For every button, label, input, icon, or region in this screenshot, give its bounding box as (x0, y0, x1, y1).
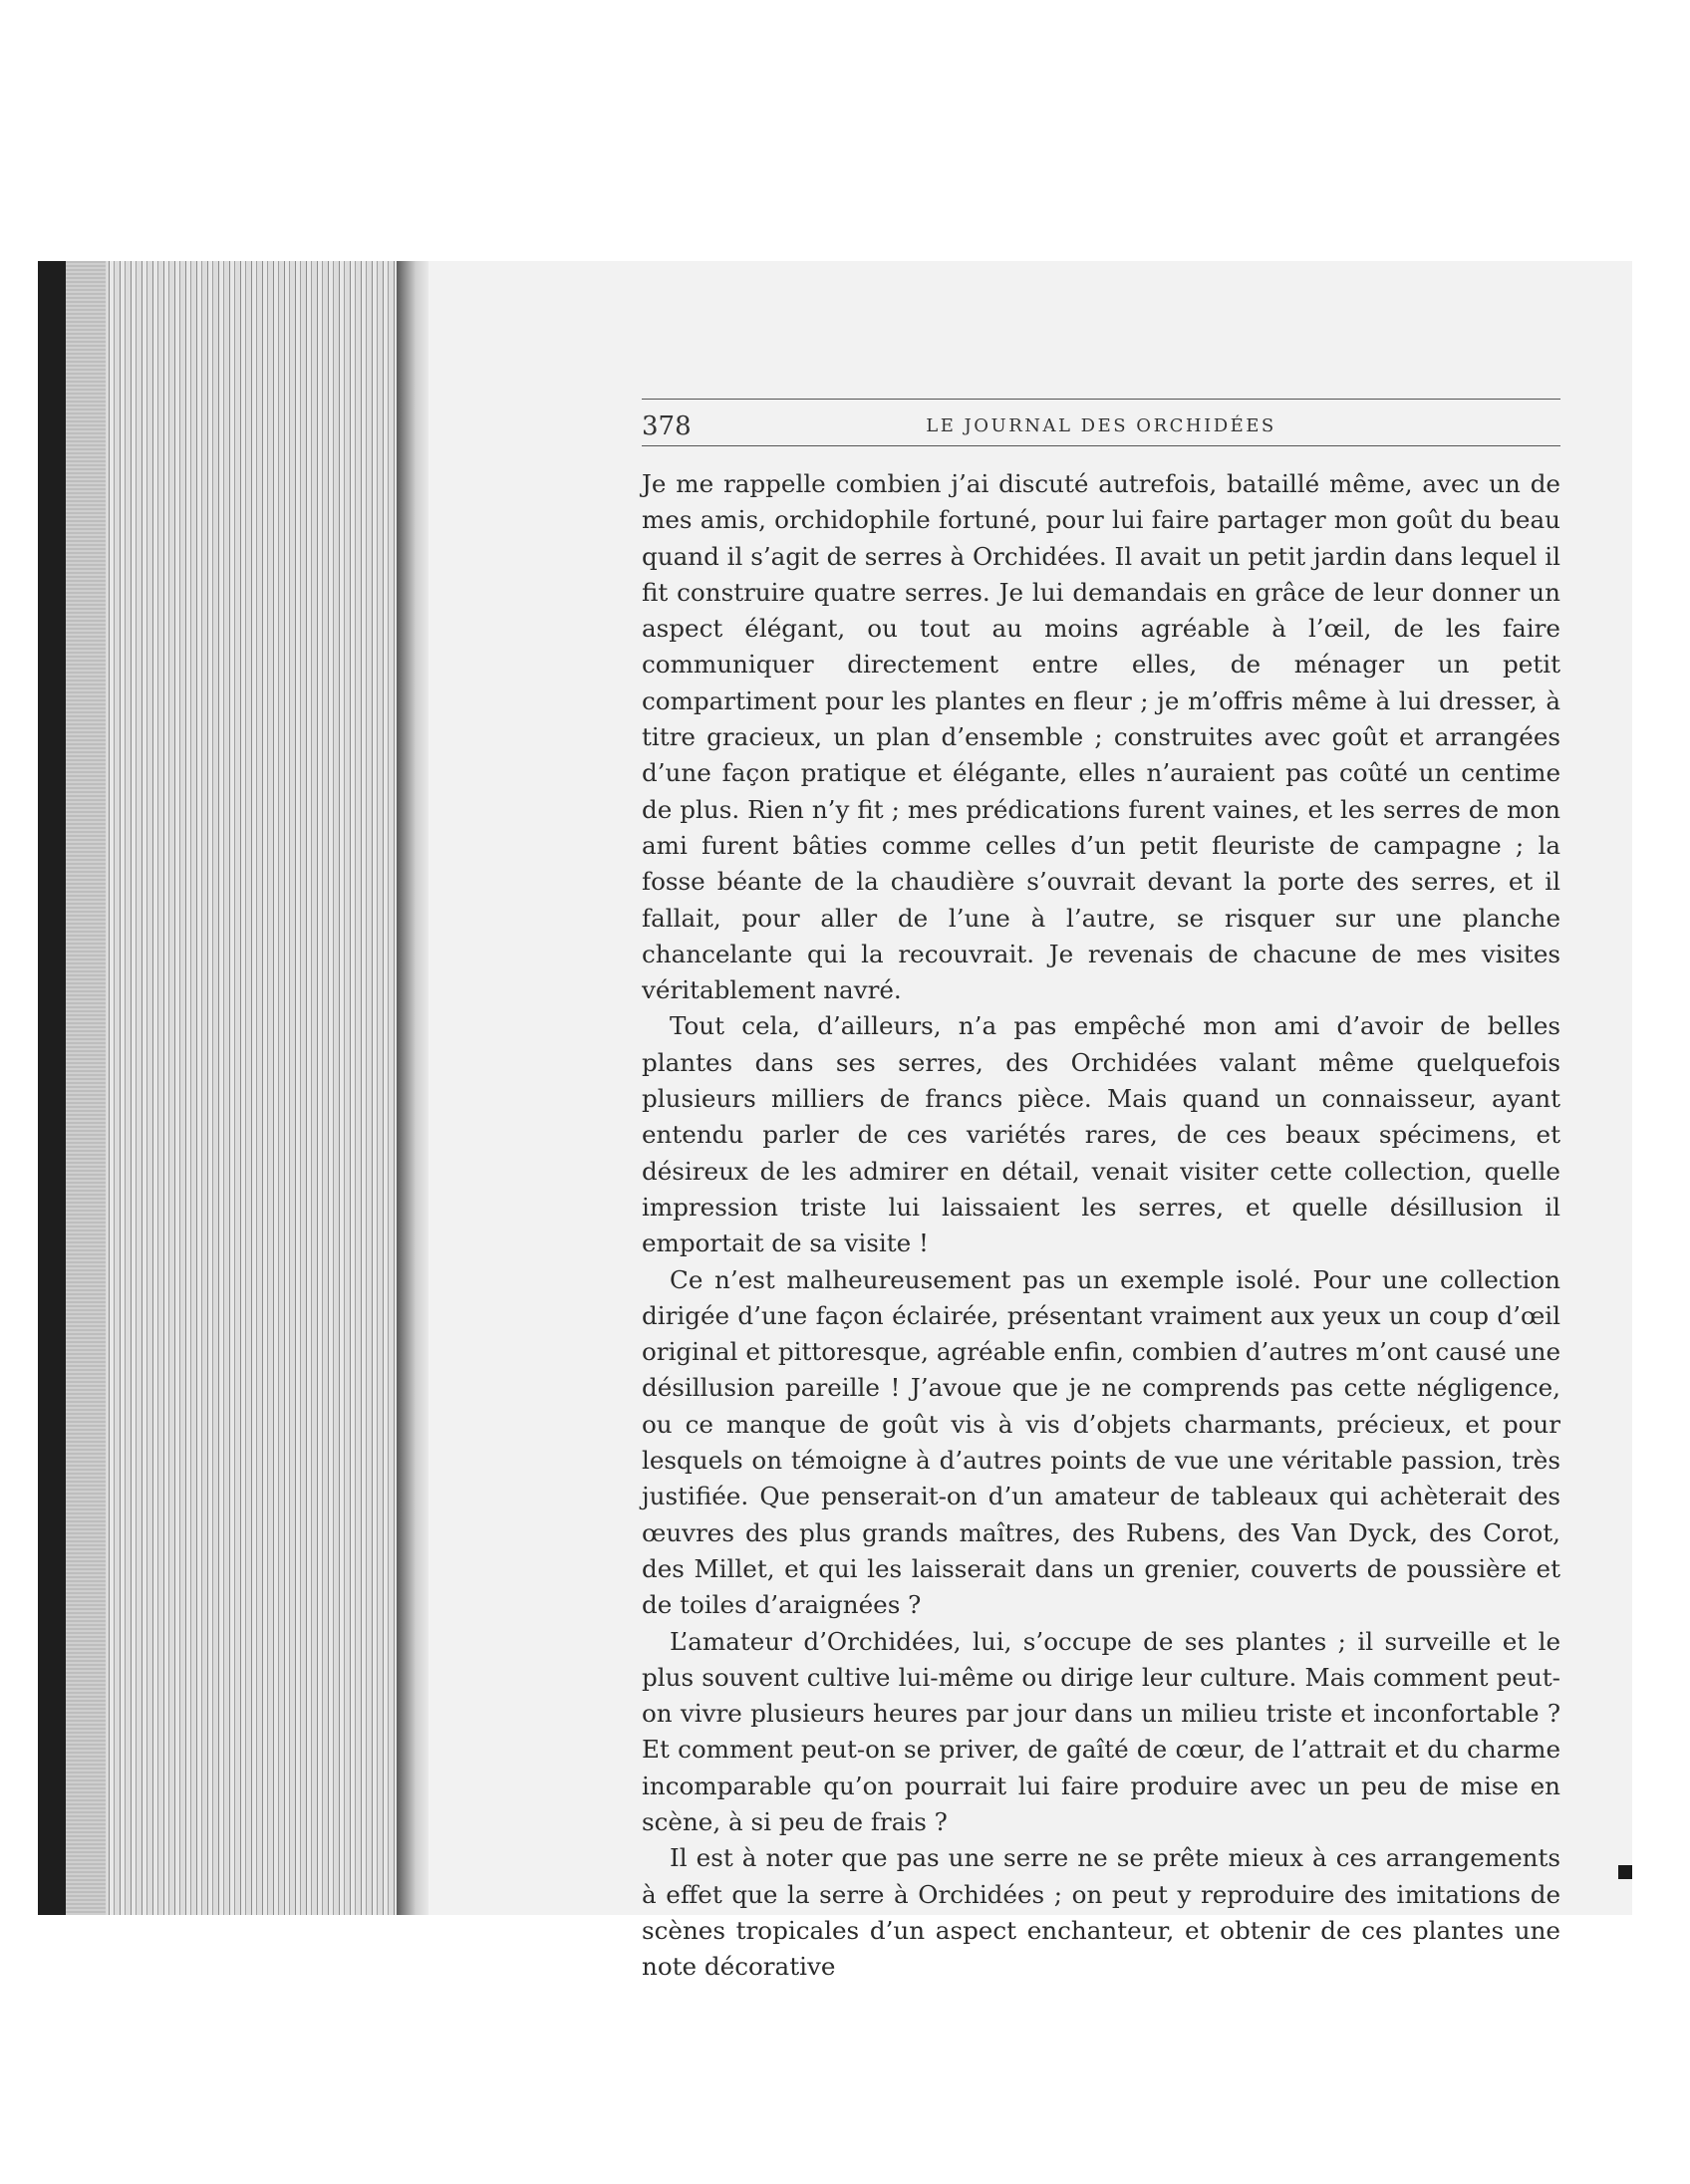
paragraph: Ce n’est malheureusement pas un exemple isolé. Pour une collection dirigée d’une façon éclairée, présentant vraiment aux yeux un coup d’œil original et pittoresque, agréable enfin, combien d’autres m’ont causé une désillusion pareille ! J’avoue que je ne comprends pas cette négligence, ou ce manque de goût vis à vis d’objets charmants, précieux, et pour lesquels on témoigne à d’autres points de vue une véritable passion, très justifiée. Que penserait-on d’un amateur de tableaux qui achèterait des œuvres des plus grands maîtres, des Rubens, des Van Dyck, des Corot, des Millet, et qui les laisserait dans un grenier, couverts de poussière et de toiles d’araignées ? (642, 1264, 1560, 1620)
body-text (642, 466, 1560, 1985)
paragraph: Tout cela, d’ailleurs, n’a pas empêché mon ami d’avoir de belles plantes dans ses serres, des Orchidées valant même quelquefois plusieurs milliers de francs pièce. Mais quand un connaisseur, ayant entendu parler de ces variétés rares, de ces beaux spécimens, et désireux de les admirer en détail, venait visiter cette collection, quelle impression triste lui laissaient les serres, et quelle désillusion il emportait de sa visite ! (642, 1011, 1560, 1258)
scanned-book-spread (38, 261, 1632, 1982)
book-gutter (397, 261, 428, 1915)
header-bottom-rule (642, 445, 1560, 446)
book-fore-edge (38, 261, 397, 1915)
book-page (428, 261, 1632, 1982)
paragraph: Je me rappelle combien j’ai discuté autrefois, bataillé même, avec un de mes amis, orchidophile fortuné, pour lui faire partager mon goût du beau quand il s’agit de serres à Orchidées. Il avait un petit jardin dans lequel il fit construire quatre serres. Je lui demandais en grâce de leur donner un aspect élégant, ou tout au moins agréable à l’œil, de les faire communiquer directement entre elles, de ménager un petit compartiment pour les plantes en fleur ; je m’offris même à lui dresser, à titre gracieux, un plan d’ensemble ; construites avec goût et arrangées d’une façon pratique et élégante, elles n’auraient pas coûté un centime de plus. Rien n’y fit ; mes prédications furent vaines, et les serres de mon ami furent bâties comme celles d’un petit fleuriste de campagne ; la fosse béante de la chaudière s’ouvrait devant la porte des serres, et il fallait, pour aller de l’une à l’autre, se risquer sur une planche chancelante qui la recouvrait. Je revenais de chacune de mes visites véritablement navré. (642, 469, 1560, 1005)
page-content (642, 399, 1560, 1985)
paragraph: L’amateur d’Orchidées, lui, s’occupe de ses plantes ; il surveille et le plus souvent cultive lui-même ou dirige leur culture. Mais comment peut-on vivre plusieurs heures par jour dans un milieu triste et inconfortable ? Et comment peut-on se priver, de gaîté de cœur, de l’attrait et du charme incomparable qu’on pourrait lui faire produire avec un peu de mise en scène, à si peu de frais ? (642, 1626, 1560, 1836)
page-header (642, 400, 1560, 445)
running-title: LE JOURNAL DES ORCHIDÉES (926, 415, 1276, 436)
scan-corner-mark (1618, 1865, 1632, 1879)
paragraph: Il est à noter que pas une serre ne se prête mieux à ces arrangements à effet que la serre à Orchidées ; on peut y reproduire des imitations de scènes tropicales d’un aspect enchanteur, et obtenir de ces plantes une note décorative (642, 1843, 1560, 1982)
page-number: 378 (642, 411, 692, 441)
